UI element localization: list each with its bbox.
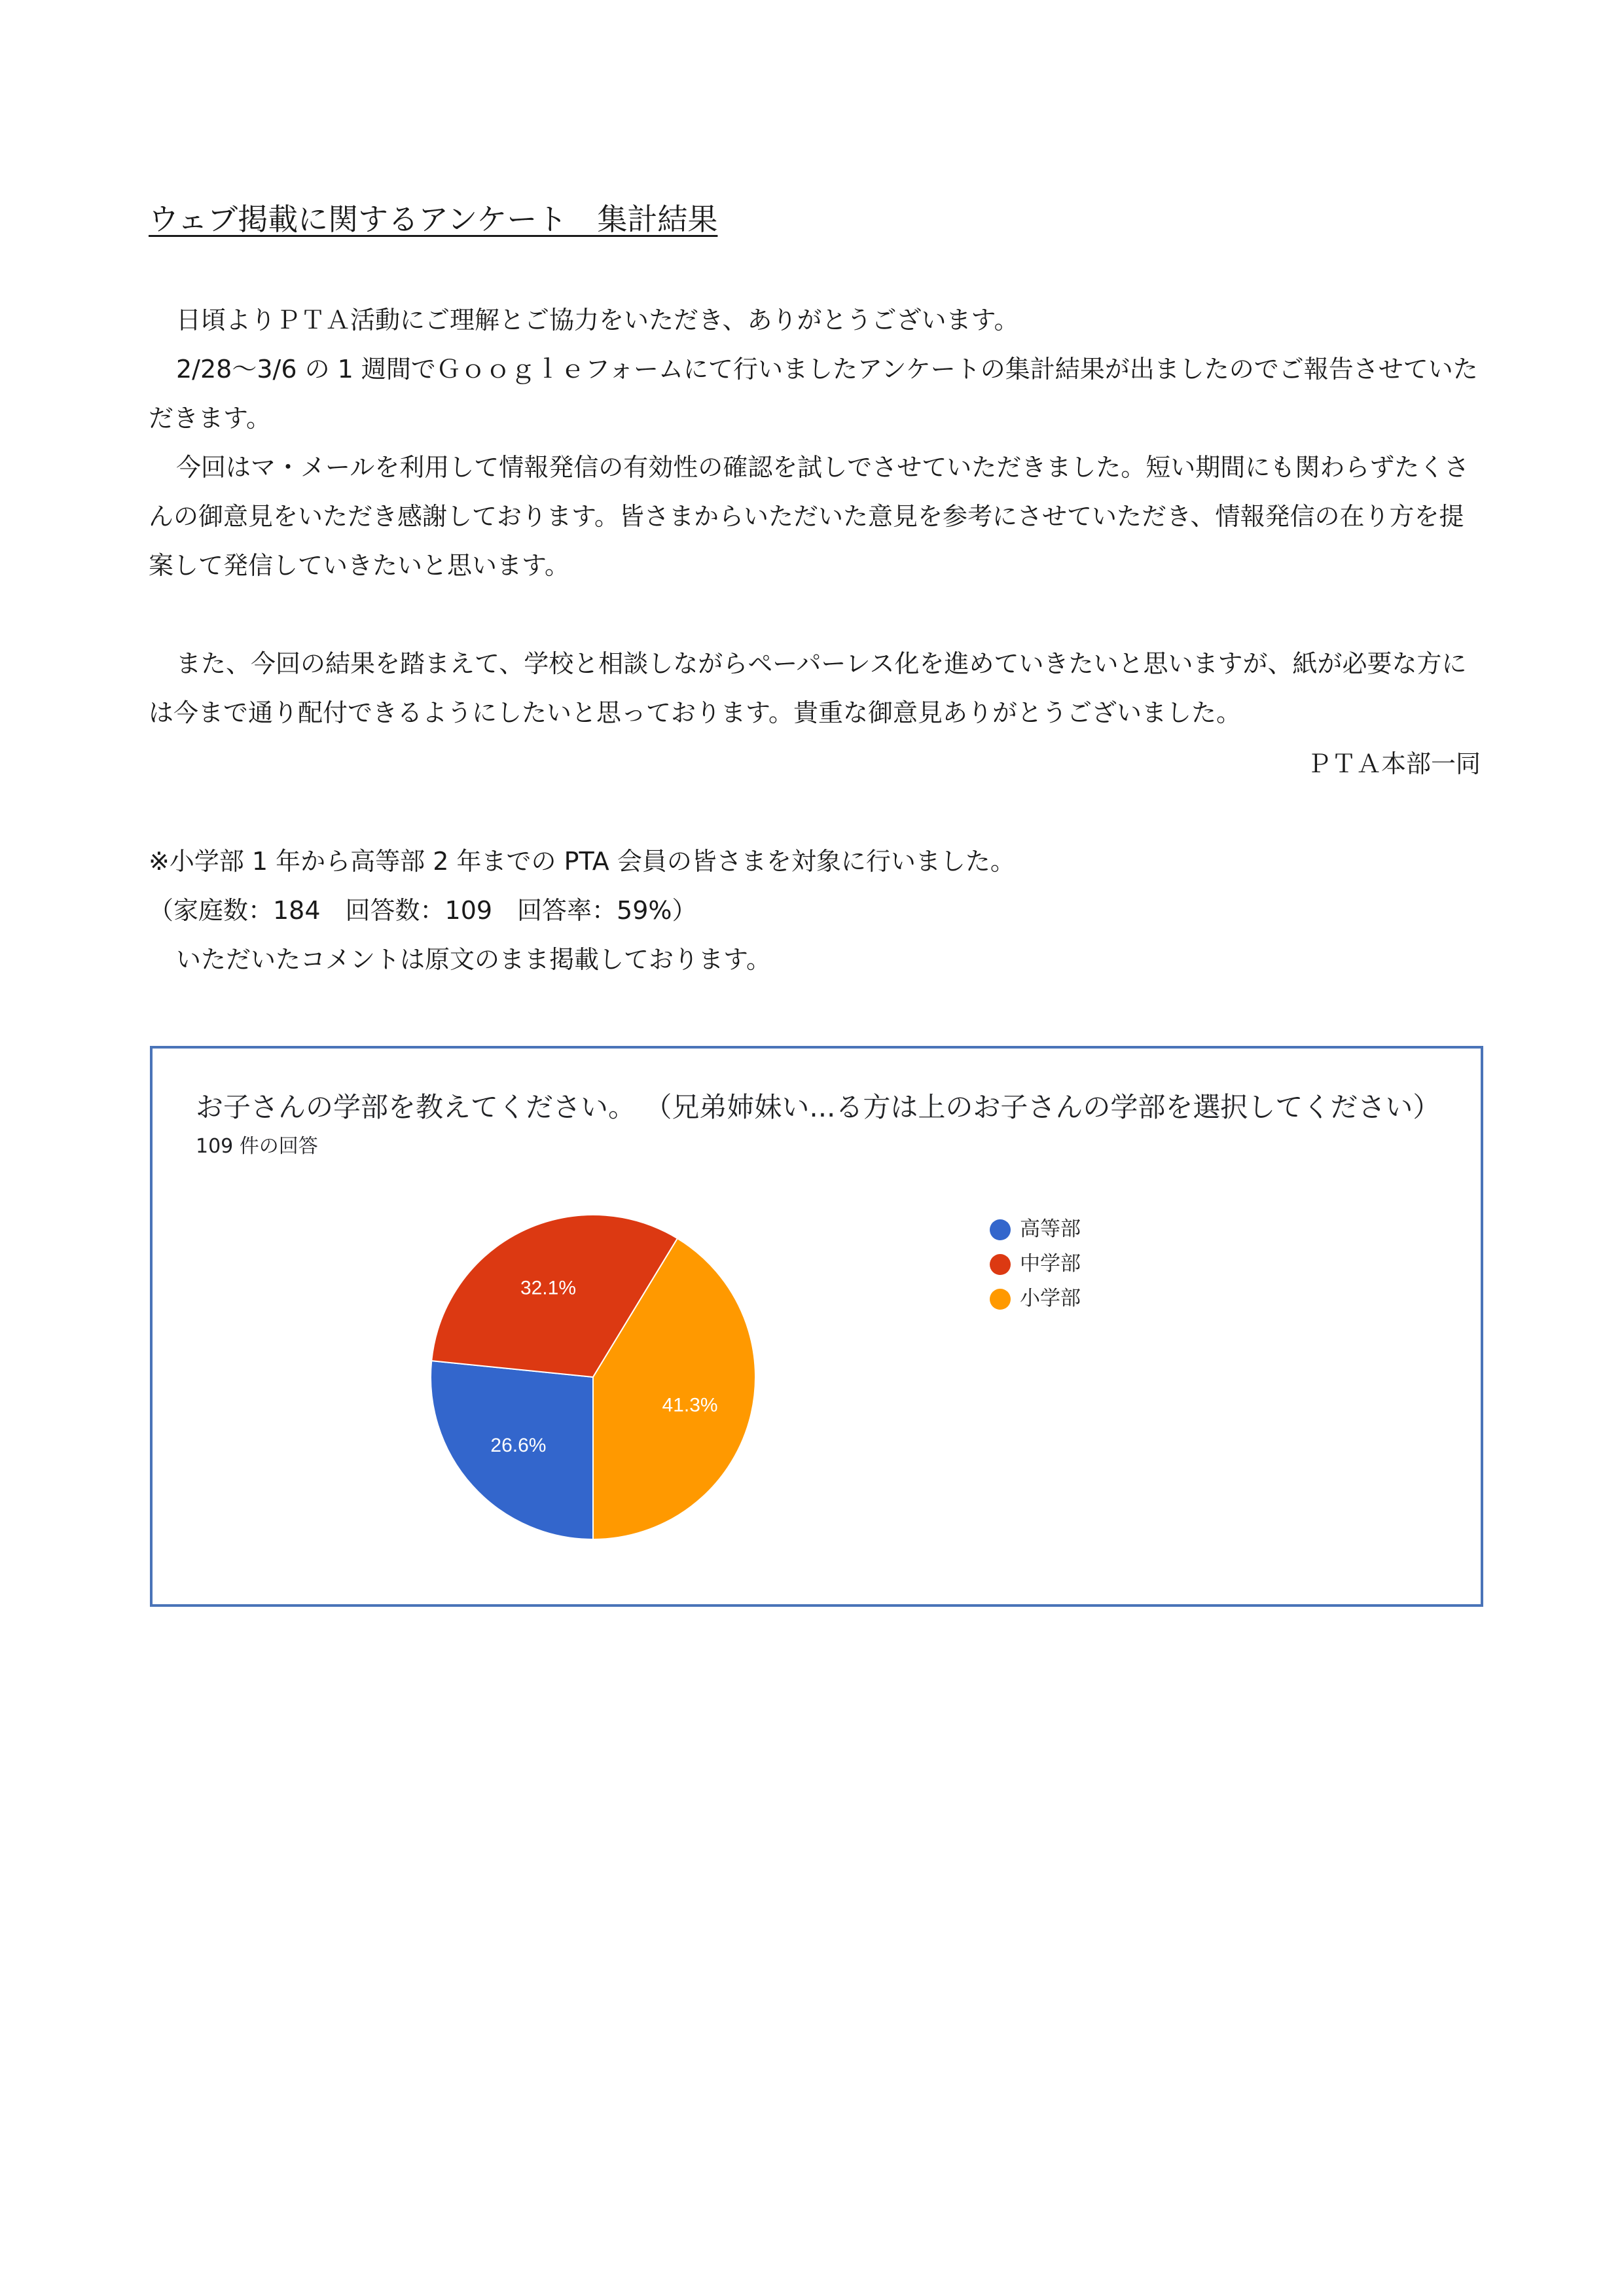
- legend-item-1: [990, 1212, 1081, 1247]
- chart-card: [150, 1046, 1483, 1607]
- note-stats: （家庭数：184 回答数：109 回答率：59%）: [149, 896, 697, 925]
- pie-label-3: 41.3%: [662, 1394, 718, 1416]
- legend-label: 小学部: [1020, 1287, 1081, 1310]
- pie-label-2: 32.1%: [520, 1277, 577, 1299]
- response-count: 109 件の回答: [196, 1135, 318, 1158]
- legend-label: 中学部: [1020, 1252, 1081, 1276]
- signature: ＰＴＡ本部一同: [1306, 749, 1481, 778]
- legend-swatch-icon: [990, 1219, 1011, 1240]
- note-target: ※小学部 1 年から高等部 2 年までの PTA 会員の皆さまを対象に行いました。: [149, 847, 1015, 876]
- legend-swatch-icon: [990, 1254, 1011, 1275]
- pie-label-1: 26.6%: [490, 1435, 547, 1457]
- body-text: [149, 296, 1481, 738]
- survey-notes: [149, 837, 1015, 984]
- paragraph-spacer: [149, 590, 1481, 639]
- document-title: ウェブ掲載に関するアンケート 集計結果: [149, 202, 718, 237]
- paragraph-purpose: 今回はマ・メールを利用して情報発信の有効性の確認を試しでさせていただきました。短い期間にも関わらずたくさんの御意見をいただき感謝しております。皆さまからいただいた意見を参考にさせていただき、情報発信の在り方を提案して発信していきたいと思います。: [149, 453, 1470, 580]
- paragraph-greeting: 日頃よりＰＴＡ活動にご理解とご協力をいただき、ありがとうございます。: [176, 306, 1019, 334]
- paragraph-paperless: また、今回の結果を踏まえて、学校と相談しながらペーパーレス化を進めていきたいと思いますが、紙が必要な方には今まで通り配付できるようにしたいと思っております。貴重な御意見ありがとうございました。: [149, 649, 1467, 727]
- legend-item-3: [990, 1282, 1081, 1316]
- note-comments: いただいたコメントは原文のまま掲載しております。: [176, 945, 771, 974]
- paragraph-survey-period: 2/28～3/6 の 1 週間でＧｏｏｇｌｅフォームにて行いましたアンケートの集計結果が出ましたのでご報告させていただきます。: [149, 355, 1478, 433]
- pie-chart: [153, 1049, 1481, 1604]
- legend-item-2: [990, 1247, 1081, 1282]
- legend-swatch-icon: [990, 1289, 1011, 1310]
- chart-question: お子さんの学部を教えてください。 （兄弟姉妹い...る方は上のお子さんの学部を選択してください）: [196, 1091, 1441, 1123]
- chart-legend: [990, 1212, 1081, 1316]
- legend-label: 高等部: [1020, 1217, 1081, 1241]
